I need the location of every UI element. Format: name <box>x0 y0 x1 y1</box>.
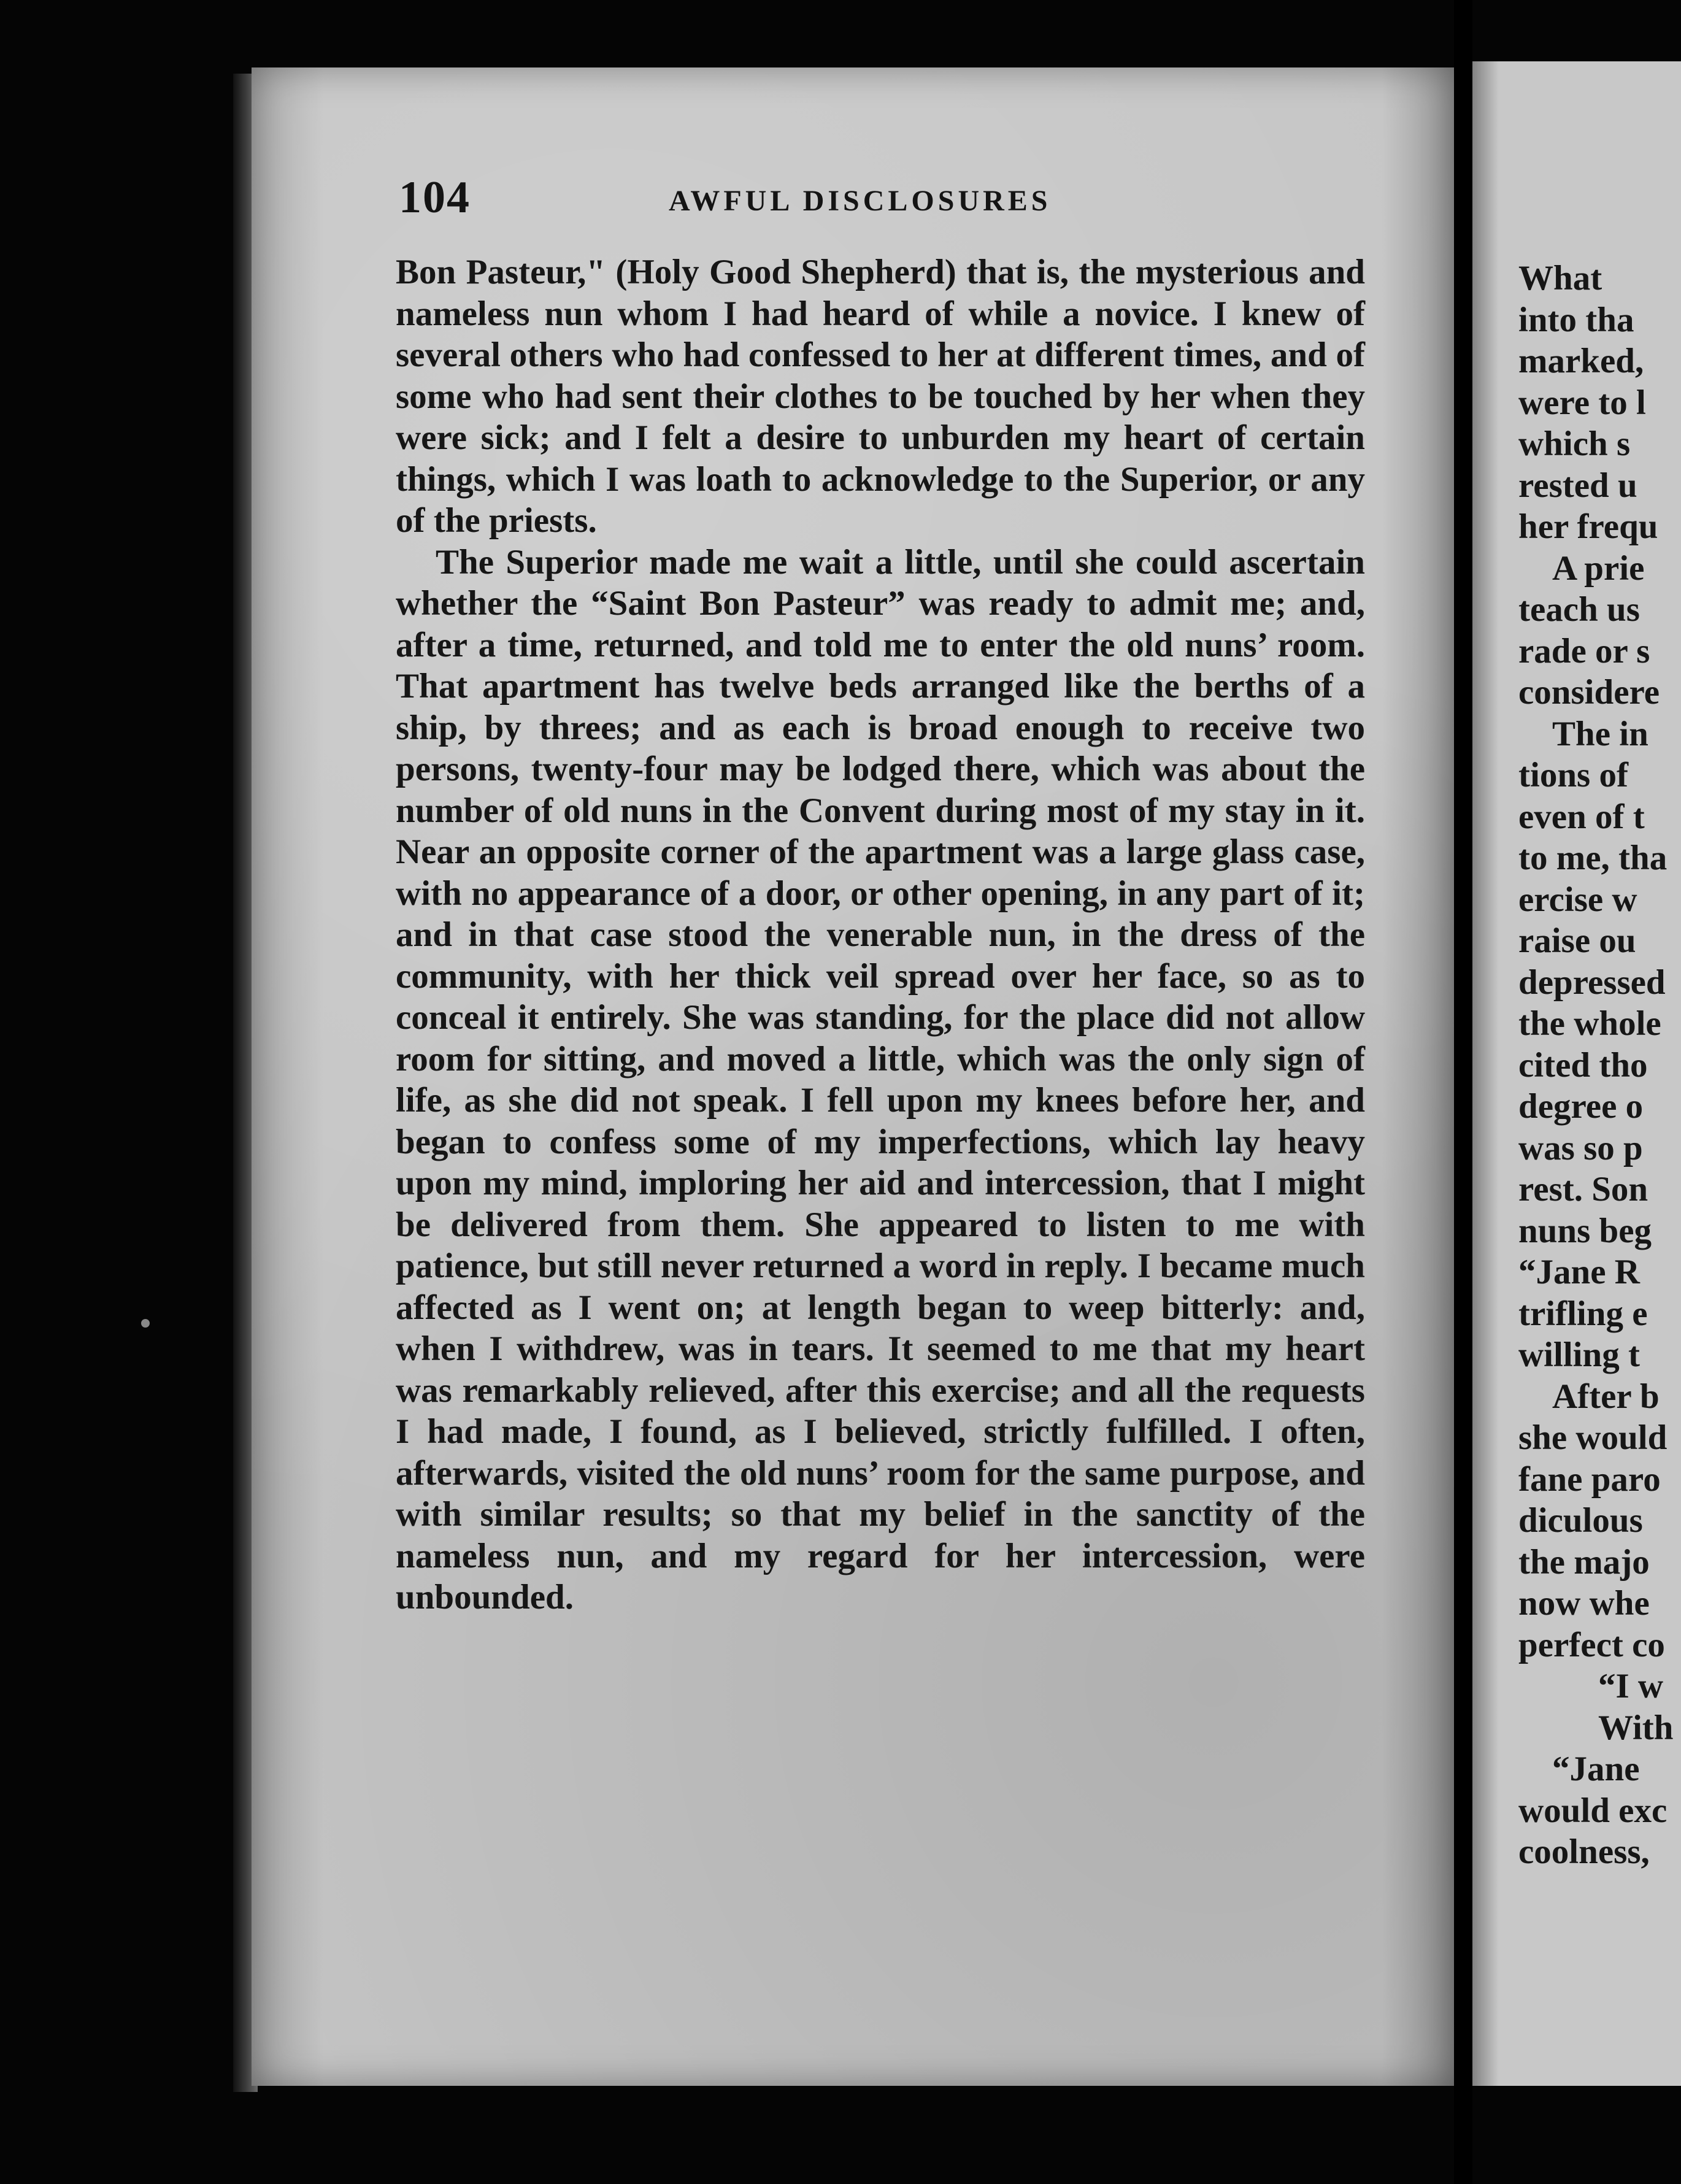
facing-line: A prie <box>1552 548 1645 588</box>
page-number: 104 <box>399 172 471 223</box>
facing-line: considere <box>1518 673 1660 712</box>
facing-line: What <box>1518 259 1602 298</box>
facing-line: the majo <box>1518 1542 1650 1582</box>
facing-line: “Jane R <box>1518 1253 1640 1291</box>
facing-line: diculous <box>1518 1501 1643 1540</box>
facing-line: “Jane <box>1552 1750 1640 1788</box>
left-page <box>252 67 1454 2086</box>
paragraph-1: Bon Pasteur," (Holy Good Shepherd) that is, the mysterious and nameless nun whom I had heard of while a novice. I knew of several others who had confessed to her at different times, and of some who had sent their clothes to be touched by her when they were sick; and I felt a desire to unburden my heart of certain things, which I was loath to acknowledge to the Superior, or any of the priests. <box>396 253 1365 540</box>
facing-line: coolness, <box>1518 1832 1650 1871</box>
facing-line: which s <box>1518 425 1631 463</box>
facing-line: now whe <box>1518 1584 1650 1623</box>
page-header <box>399 172 1356 258</box>
facing-line: nuns beg <box>1518 1211 1652 1250</box>
facing-line: After b <box>1552 1377 1660 1416</box>
facing-line: marked, <box>1518 342 1644 380</box>
facing-line: degree o <box>1518 1087 1644 1126</box>
facing-page-text <box>1518 258 1681 1873</box>
facing-line: teach us <box>1518 590 1640 629</box>
facing-line: into tha <box>1518 300 1634 339</box>
facing-line: willing t <box>1518 1336 1640 1374</box>
page-body-text <box>396 252 1365 1618</box>
page-gutter <box>1454 0 1472 2184</box>
facing-line: cited tho <box>1518 1045 1648 1085</box>
facing-line: rest. Son <box>1518 1170 1648 1209</box>
facing-line: trifling e <box>1518 1294 1648 1333</box>
facing-line: would exc <box>1518 1791 1668 1830</box>
facing-line: tions of <box>1518 756 1628 794</box>
paragraph-2: The Superior made me wait a little, until she could ascertain whether the “Saint Bon Pasteur” was ready to admit me; and, after a time, returned, and told me to enter the old nuns’ room. That apartment has twelve beds arranged like the berths of a ship, by threes; and as each is broad enough to receive two persons, twenty-four may be lodged there, which was about the number of old nuns in the Convent during most of my stay in it. Near an opposite corner of the apartment was a large glass case, with no appearance of a door, or other opening, in any part of it; and in that case stood the venerable nun, in the dress of the community, with her thick veil spread over her face, so as to conceal it entirely. She was standing, for the place did not allow room for sitting, and moved a little, which was the only sign of life, as she did not speak. I fell upon my knees before her, and began to confess some of my imperfections, which lay heavy upon my mind, imploring her aid and intercession, that I might be delivered from them. She appeared to listen to me with patience, but still never returned a word in reply. I became much affected as I went on; at length began to weep bitterly: and, when I withdrew, was in tears. It seemed to me that my heart was remarkably relieved, after this exercise; and all the requests I had made, I found, as I believed, strictly fulfilled. I often, afterwards, visited the old nuns’ room for the same purpose, and with similar results; so that my belief in the sanctity of the nameless nun, and my regard for her intercession, were unbounded. <box>396 542 1365 1617</box>
facing-line: perfect co <box>1518 1625 1665 1664</box>
facing-page-fragment <box>1472 61 1681 2086</box>
facing-line: to me, tha <box>1518 839 1668 877</box>
facing-line: With <box>1598 1708 1674 1747</box>
facing-line: ercise w <box>1518 880 1637 919</box>
facing-line: raise ou <box>1518 921 1636 960</box>
facing-line: fane paro <box>1518 1459 1661 1499</box>
facing-line: her frequ <box>1518 507 1658 546</box>
facing-line: she would <box>1518 1418 1668 1457</box>
facing-line: depressed <box>1518 963 1666 1002</box>
running-head: AWFUL DISCLOSURES <box>669 185 1052 217</box>
facing-line: “I w <box>1598 1667 1664 1705</box>
facing-line: rade or s <box>1518 631 1650 671</box>
scan-speck <box>141 1319 150 1328</box>
facing-line: the whole <box>1518 1004 1661 1043</box>
facing-line: even of t <box>1518 797 1645 836</box>
facing-line: were to l <box>1518 383 1646 422</box>
facing-line: The in <box>1552 714 1648 753</box>
facing-line: was so p <box>1518 1128 1643 1167</box>
facing-line: rested u <box>1518 466 1637 505</box>
